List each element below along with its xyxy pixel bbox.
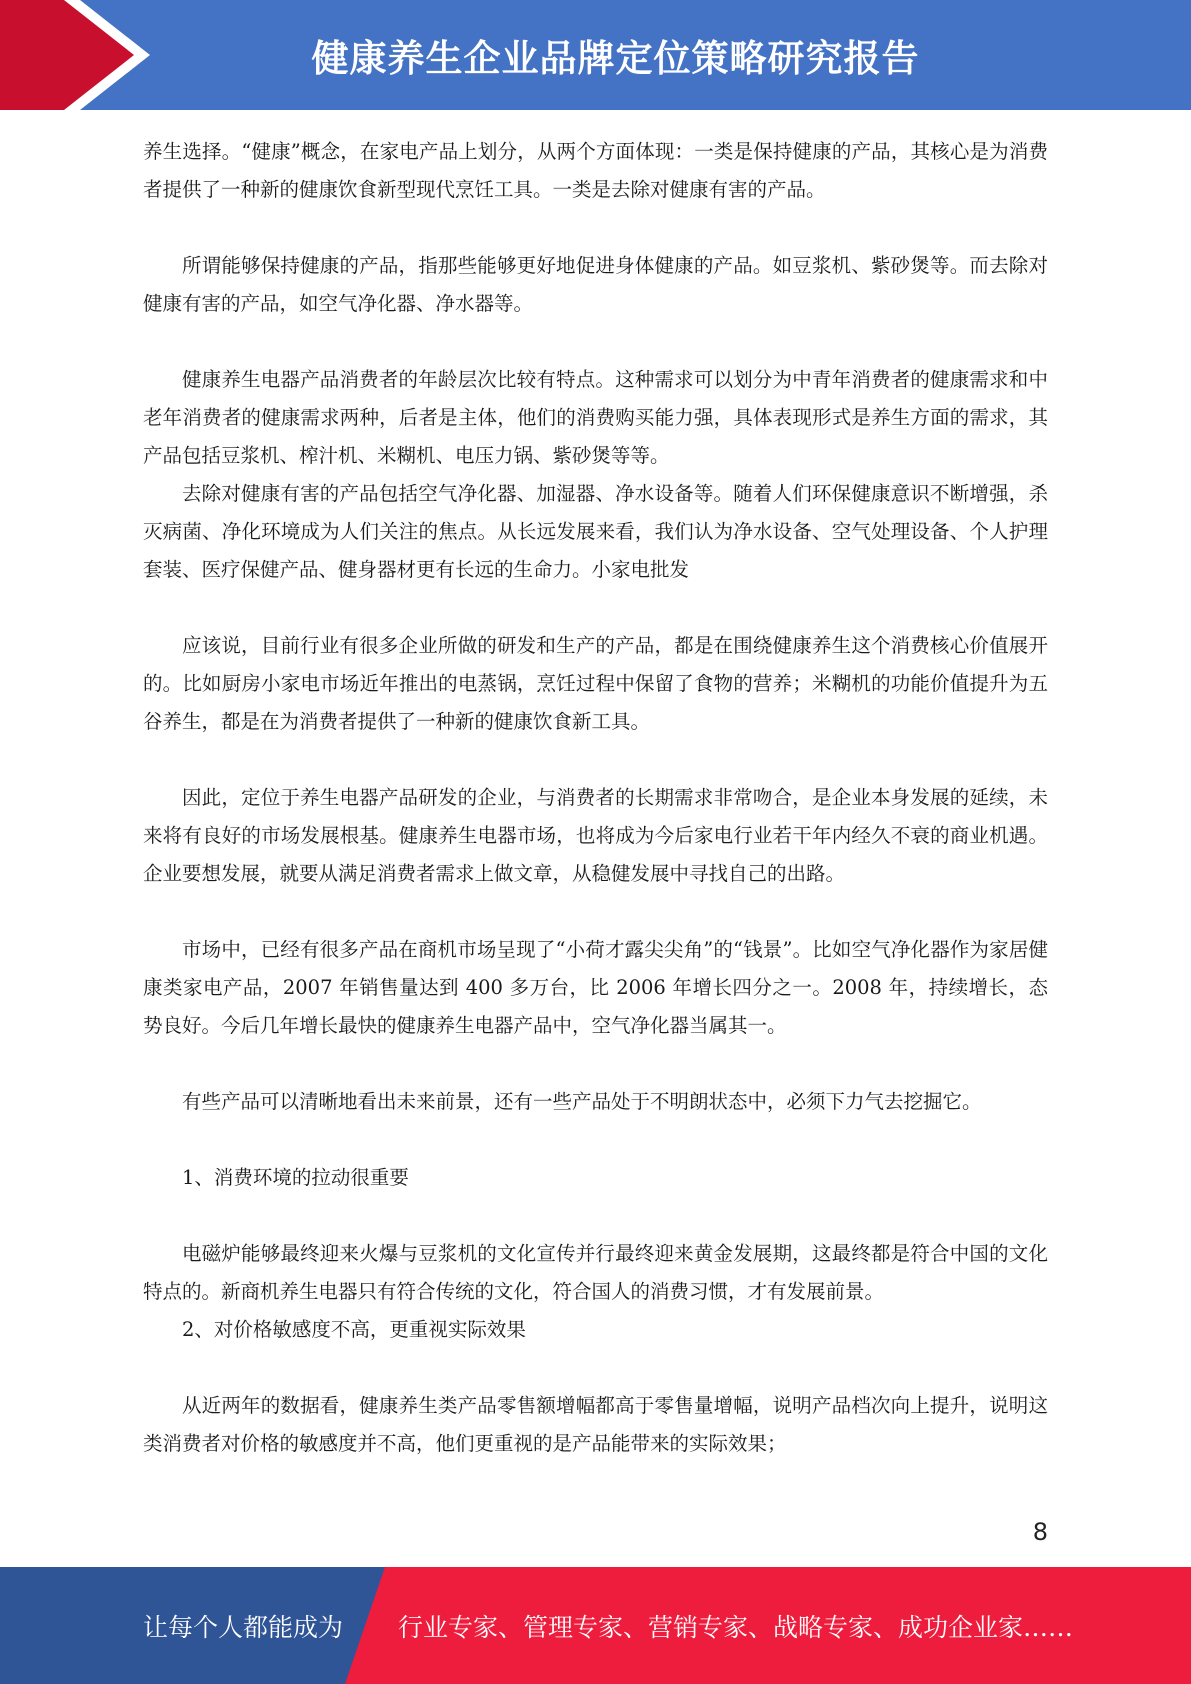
paragraph: 从近两年的数据看，健康养生类产品零售额增幅都高于零售量增幅，说明产品档次向上提升，说明这类消费者对价格的敏感度并不高，他们更重视的是产品能带来的实际效果； xyxy=(143,1394,1048,1455)
red-chevron-icon xyxy=(0,0,160,110)
section-heading: 2、对价格敏感度不高，更重视实际效果 xyxy=(182,1318,526,1341)
page-header xyxy=(0,0,1191,110)
paragraph: 去除对健康有害的产品包括空气净化器、加湿器、净水设备等。随着人们环保健康意识不断增强，杀灭病菌、净化环境成为人们关注的焦点。从长远发展来看，我们认为净水设备、空气处理设备、个人护理套装、医疗保健产品、健身器材更有长远的生命力。小家电批发 xyxy=(143,482,1048,581)
paragraph: 因此，定位于养生电器产品研发的企业，与消费者的长期需求非常吻合，是企业本身发展的延续，未来将有良好的市场发展根基。健康养生电器市场，也将成为今后家电行业若干年内经久不衰的商业机遇。企业要想发展，就要从满足消费者需求上做文章，从稳健发展中寻找自己的出路。 xyxy=(143,786,1048,885)
paragraph: 电磁炉能够最终迎来火爆与豆浆机的文化宣传并行最终迎来黄金发展期，这最终都是符合中国的文化特点的。新商机养生电器只有符合传统的文化，符合国人的消费习惯，才有发展前景。 xyxy=(143,1242,1048,1303)
page-footer xyxy=(0,1567,1191,1684)
paragraph: 所谓能够保持健康的产品，指那些能够更好地促进身体健康的产品。如豆浆机、紫砂煲等。而去除对健康有害的产品，如空气净化器、净水器等。 xyxy=(143,254,1048,315)
paragraph: 市场中，已经有很多产品在商机市场呈现了“小荷才露尖尖角”的“钱景”。比如空气净化器作为家居健康类家电产品，2007 年销售量达到 400 多万台，比 2006 年增长四分之一。2008 年，持续增长，态势良好。今后几年增长最快的健康养生电器产品中，空气净化器当属其一。 xyxy=(143,938,1048,1037)
document-body xyxy=(143,133,1048,1463)
section-heading: 1、消费环境的拉动很重要 xyxy=(182,1166,409,1189)
paragraph: 养生选择。“健康”概念，在家电产品上划分，从两个方面体现：一类是保持健康的产品，其核心是为消费者提供了一种新的健康饮食新型现代烹饪工具。一类是去除对健康有害的产品。 xyxy=(143,140,1048,201)
footer-slogan-right: 行业专家、管理专家、营销专家、战略专家、成功企业家…… xyxy=(398,1612,1074,1642)
header-title: 健康养生企业品牌定位策略研究报告 xyxy=(311,37,920,80)
page-number: 8 xyxy=(1032,1518,1048,1546)
paragraph: 健康养生电器产品消费者的年龄层次比较有特点。这种需求可以划分为中青年消费者的健康需求和中老年消费者的健康需求两种，后者是主体，他们的消费购买能力强，具体表现形式是养生方面的需求，其产品包括豆浆机、榨汁机、米糊机、电压力锅、紫砂煲等等。 xyxy=(143,368,1048,467)
footer-slogan-left: 让每个人都能成为 xyxy=(143,1612,344,1642)
paragraph: 应该说，目前行业有很多企业所做的研发和生产的产品，都是在围绕健康养生这个消费核心价值展开的。比如厨房小家电市场近年推出的电蒸锅，烹饪过程中保留了食物的营养；米糊机的功能价值提升为五谷养生，都是在为消费者提供了一种新的健康饮食新工具。 xyxy=(143,634,1048,733)
paragraph: 有些产品可以清晰地看出未来前景，还有一些产品处于不明朗状态中，必须下力气去挖掘它。 xyxy=(182,1090,982,1113)
